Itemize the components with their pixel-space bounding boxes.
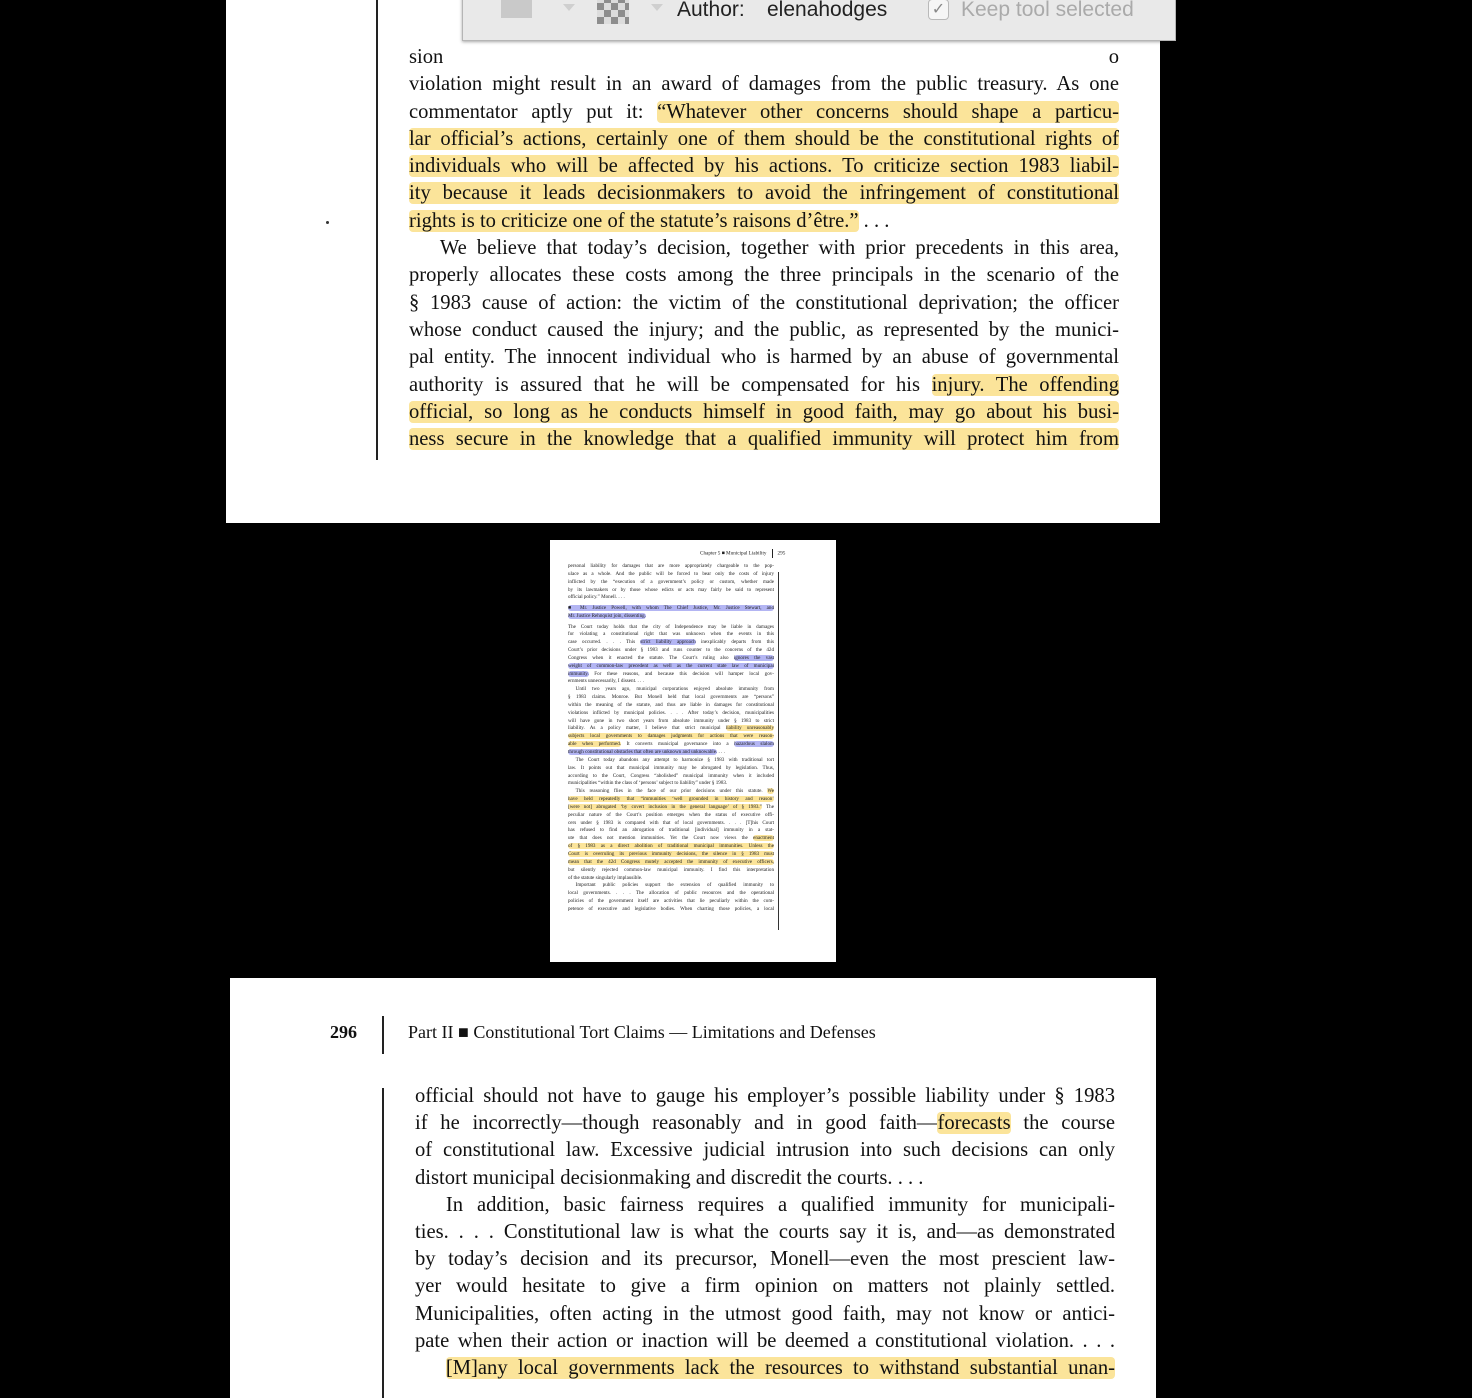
text-line [415, 1165, 1115, 1192]
text-line [415, 1083, 1115, 1110]
document-page-bottom [230, 978, 1156, 1398]
highlighted-text: official, so long as he conducts himself in good faith, may go about his busi- [409, 400, 1119, 423]
running-title: Part II ■ Constitutional Tort Claims — Limitations and Defenses [408, 1022, 876, 1042]
text-segment: official policy.” Monell. . . . [568, 594, 625, 601]
text-line [568, 859, 774, 867]
highlighted-text: mean that the 42d Congress mutely accepted the immunity of executive officers, [568, 858, 774, 865]
text-line [568, 655, 774, 663]
text-segment: yer would hesitate to give a firm opinion on matters not plainly settled. [415, 1275, 1115, 1298]
text-segment: commentator aptly put it: [409, 100, 658, 123]
text-segment: official should not have to gauge his employer’s possible liability under § 1983 [415, 1085, 1115, 1107]
text-segment: ernments unnecessarily, I dissent. . . . [568, 678, 644, 685]
highlighted-text: weight of common-law precedent as well as the current state law of municipal [568, 662, 774, 669]
text-line [568, 898, 774, 906]
opacity-checkerboard-icon[interactable] [597, 0, 629, 24]
text-line [568, 710, 774, 718]
keep-tool-checkbox[interactable]: ✓ [928, 0, 949, 20]
text-segment: Court’s prior decisions under § 1983 and runs counter to the concerns of the 42d [568, 647, 774, 654]
highlighted-text: enactment [753, 835, 774, 842]
text-line [409, 235, 1119, 262]
text-segment: the course [1010, 1112, 1116, 1135]
text-segment: violations inflicted by municipal policies. . . . After today’s decision, municipalities [568, 709, 774, 716]
text-line [568, 867, 774, 875]
page-number: 296 [330, 1022, 357, 1042]
text-segment: liability. As a policy matter, I believe that strict municipal [568, 725, 726, 732]
highlighted-text: of § 1983 as a direct abolition of traditional municipal immunities. Unless the [568, 843, 774, 850]
text-segment: case occurred. . . . This [568, 639, 641, 646]
text-line [568, 663, 774, 671]
chevron-down-icon[interactable] [563, 4, 575, 11]
text-segment: . . . [858, 209, 890, 232]
page-body-text [568, 563, 774, 914]
highlighted-text: subjects local governments to damages judgments for actions that were reason- [568, 733, 774, 740]
annotation-toolbar [462, 0, 1176, 41]
text-line [409, 71, 1119, 98]
margin-rule [778, 572, 779, 930]
text-line [568, 741, 774, 749]
text-line [568, 749, 774, 757]
highlighted-text: rights is to criticize one of the statute’s raisons d’être.” [409, 209, 859, 232]
text-segment: within the meaning of the statute, and thus are liable in damages for constitutional [568, 701, 774, 708]
text-line [568, 835, 774, 843]
text-segment: The [761, 803, 774, 810]
text-segment: properly allocates these costs among the three principals in the scenario of the [409, 264, 1119, 287]
text-segment: Congress when it enacted the statute. The Court’s ruling also [568, 654, 734, 661]
text-line [409, 44, 1119, 71]
text-segment: according to the Court, Congress “abolished” municipal immunity when it included [568, 772, 774, 779]
highlighted-text: Mr. Justice Rehnquist join, dissenting. [568, 612, 646, 619]
text-line [409, 372, 1119, 399]
highlighted-text: ness secure in the knowledge that a qualified immunity will protect him from [409, 428, 1119, 451]
highlighted-text: Court is overruling its previous immunity decisions, the silence in § 1983 must [568, 850, 774, 857]
highlighted-text: able when performed. [568, 741, 622, 748]
text-line [568, 890, 774, 898]
text-segment: ulace as a whole. And the public will be forced to bear only the costs of injury [568, 570, 774, 577]
text-segment: sion o [409, 46, 1119, 68]
text-segment: Municipalities, often acting in the utmost good faith, may not know or antici- [415, 1302, 1115, 1325]
text-line [568, 563, 774, 571]
text-line [568, 788, 774, 796]
page-body-text [415, 1083, 1115, 1382]
text-segment: § 1983 cause of action: the victim of the constitutional deprivation; the officer [409, 291, 1119, 314]
text-segment: cers under § 1983 is compared with that of local governments. . . . [T]his Court [568, 819, 774, 826]
text-segment: inflicted by the “execution of a government’s policy or custom, whether made [568, 578, 774, 585]
text-line [415, 1110, 1115, 1137]
text-segment: but silently rejected common-law municipal immunity. I find this interpretation [568, 866, 774, 873]
text-segment: ties. . . . Constitutional law is what the courts say it is, and—as demonstrated [415, 1221, 1115, 1244]
text-segment: The Court today abandons any attempt to harmonize § 1983 with traditional tort [575, 756, 774, 763]
text-segment: Important public policies support the extension of qualified immunity to [575, 882, 774, 889]
text-line [568, 906, 774, 914]
highlighted-text: lar official’s actions, certainly one of them should be the constitutional rights of [409, 127, 1119, 150]
text-segment: for violating a constitutional right that was unknown when the events in this [568, 631, 774, 638]
author-label: Author: [677, 0, 745, 21]
text-segment: policies of the government itself are activities that lie peculiarly within the com- [568, 898, 774, 905]
header-divider [382, 1016, 384, 1054]
text-line [409, 426, 1119, 453]
text-line [568, 579, 774, 587]
text-line [415, 1246, 1115, 1273]
text-line [568, 804, 774, 812]
highlighted-text: liability unreasonably [725, 725, 774, 732]
text-segment: personal liability for damages that are more appropriately chargeable to the pop- [568, 563, 774, 569]
text-line [568, 694, 774, 702]
text-line [415, 1328, 1115, 1355]
text-line [415, 1273, 1115, 1300]
text-segment: inexplicably departs from this [695, 639, 774, 646]
text-segment: of the statute singularly implausible. [568, 874, 643, 881]
chevron-down-icon[interactable] [651, 4, 663, 11]
text-line [568, 765, 774, 773]
page-body-text [409, 44, 1119, 453]
highlighted-text: We [767, 788, 774, 795]
text-segment: pal entity. The innocent individual who is harmed by an abuse of governmental [409, 346, 1119, 369]
scan-speck [326, 221, 329, 224]
text-segment: petence of executive and legislative bodies. When charting those policies, a local [568, 905, 774, 912]
text-line [568, 571, 774, 579]
text-segment: . . . [717, 749, 725, 755]
text-line [409, 262, 1119, 289]
text-segment: has refused to find an abrogation of traditional [individual] immunity in a stat- [568, 827, 774, 834]
highlighted-text: have held repeatedly that “immunities ‘well grounded in history and reason’ [568, 796, 774, 803]
text-line [568, 882, 774, 890]
highlighted-text: forecasts [937, 1112, 1011, 1135]
highlighted-text: ignores the vast [733, 654, 774, 661]
margin-rule [376, 0, 378, 460]
text-segment: municipalities “within the class of ‘persons’ subject to liability” under § 1983. [568, 780, 728, 787]
header-divider [772, 549, 773, 558]
text-segment: whose conduct caused the injury; and the public, as represented by the munici- [409, 318, 1119, 341]
text-line [568, 613, 774, 621]
text-segment: pate when their action or inaction will be deemed a constitutional violation. . . . [415, 1329, 1115, 1352]
text-line [409, 153, 1119, 180]
text-segment: by today’s decision and its precursor, Monell—even the most prescient law- [415, 1248, 1115, 1271]
highlighted-text: ■ Mr. Justice Powell, with whom The Chief Justice, Mr. Justice Stewart, and [568, 605, 774, 612]
text-line [568, 594, 774, 602]
text-line [409, 208, 1119, 235]
text-segment: by its lawmakers or by those whose edicts or acts may fairly be said to represent [568, 586, 774, 593]
text-segment: We believe that today’s decision, together with prior precedents in this area, [439, 237, 1119, 260]
text-line [409, 399, 1119, 426]
text-line [568, 605, 774, 613]
text-line [568, 718, 774, 726]
text-line [415, 1355, 1115, 1382]
text-line [568, 639, 774, 647]
text-segment: if he incorrectly—though reasonably and in good faith— [415, 1112, 938, 1135]
text-line [568, 827, 774, 835]
text-segment: In addition, basic fairness requires a qualified immunity for municipali- [445, 1193, 1115, 1216]
highlighted-text: immunity. [568, 670, 589, 677]
author-name-field[interactable]: elenahodges [767, 0, 888, 21]
text-line [568, 812, 774, 820]
highlighted-text: [were not] abrogated ‘by covert inclusion in the general language’ of § 1983.” [568, 803, 762, 810]
page-header [330, 1008, 930, 1048]
text-segment: § 1983 claims. Monroe. But Monell held that local governments are “persons” [568, 694, 774, 701]
document-page-middle [550, 540, 836, 962]
text-line [568, 757, 774, 765]
text-segment: ute that does not mention immunities. Yet the Court now views the [568, 835, 754, 842]
highlighted-text: hazardous slalom [734, 741, 774, 748]
text-segment: distort municipal decisionmaking and discredit the courts. . . . [415, 1166, 924, 1189]
text-segment: It converts municipal governance into a [621, 741, 735, 748]
text-line [409, 126, 1119, 153]
text-line [568, 851, 774, 859]
highlighted-text: strict liability approach [640, 639, 696, 646]
text-line [415, 1219, 1115, 1246]
text-segment: The Court today holds that the city of Independence may be liable in damages [568, 623, 774, 630]
text-line [415, 1301, 1115, 1328]
highlighted-text: injury. The offending [931, 373, 1119, 396]
text-line [409, 344, 1119, 371]
text-segment: Until two years ago, municipal corporations enjoyed absolute immunity from [575, 686, 774, 693]
margin-rule [382, 1088, 384, 1398]
text-segment: This reasoning flies in the face of our prior decisions under this statute. [575, 788, 768, 795]
text-segment: local governments. . . . The allocation of public resources and the operational [568, 890, 774, 897]
text-segment: peculiar nature of the Court’s position emerges when the status of executive offi- [568, 811, 774, 818]
highlighted-text: [M]any local governments lack the resources to withstand substantial unan- [445, 1357, 1115, 1380]
text-line [568, 843, 774, 851]
document-page-top [226, 0, 1160, 523]
text-line [415, 1192, 1115, 1219]
text-line [568, 647, 774, 655]
text-segment: of constitutional law. Excessive judicial intrusion into such decisions can only [415, 1139, 1115, 1162]
page-header [700, 549, 785, 558]
text-segment: For these reasons, and because this decision will hamper local gov- [588, 670, 774, 677]
highlighted-text: ity because it leads decisionmakers to avoid the infringement of constitutional [409, 182, 1119, 205]
text-segment: will have gone in two short years from absolute immunity under § 1983 to strict [568, 717, 774, 724]
text-line [409, 317, 1119, 344]
text-line [568, 796, 774, 804]
text-segment: authority is assured that he will be compensated for his [409, 373, 932, 396]
text-line [409, 290, 1119, 317]
color-swatch-icon[interactable] [501, 0, 532, 18]
text-line [415, 1137, 1115, 1164]
text-line [568, 686, 774, 694]
page-number: 295 [777, 550, 786, 557]
text-line [568, 631, 774, 639]
keep-tool-label[interactable]: Keep tool selected [961, 0, 1134, 21]
text-line [568, 702, 774, 710]
chapter-title: Chapter 5 ■ Municipal Liability [700, 550, 767, 557]
highlighted-text: “Whatever other concerns should shape a particu- [657, 100, 1119, 123]
highlighted-text: through constitutional obstacles that often are unknown and unknowable. [568, 749, 718, 755]
text-line [568, 671, 774, 679]
highlighted-text: individuals who will be affected by his actions. To criticize section 1983 liabil- [409, 155, 1119, 178]
text-line [568, 733, 774, 741]
text-line [409, 99, 1119, 126]
text-line [409, 180, 1119, 207]
text-segment: violation might result in an award of damages from the public treasury. As one [409, 73, 1119, 96]
text-segment: law. It points out that municipal immunity may be abrogated by legislation. Thus, [568, 764, 774, 771]
